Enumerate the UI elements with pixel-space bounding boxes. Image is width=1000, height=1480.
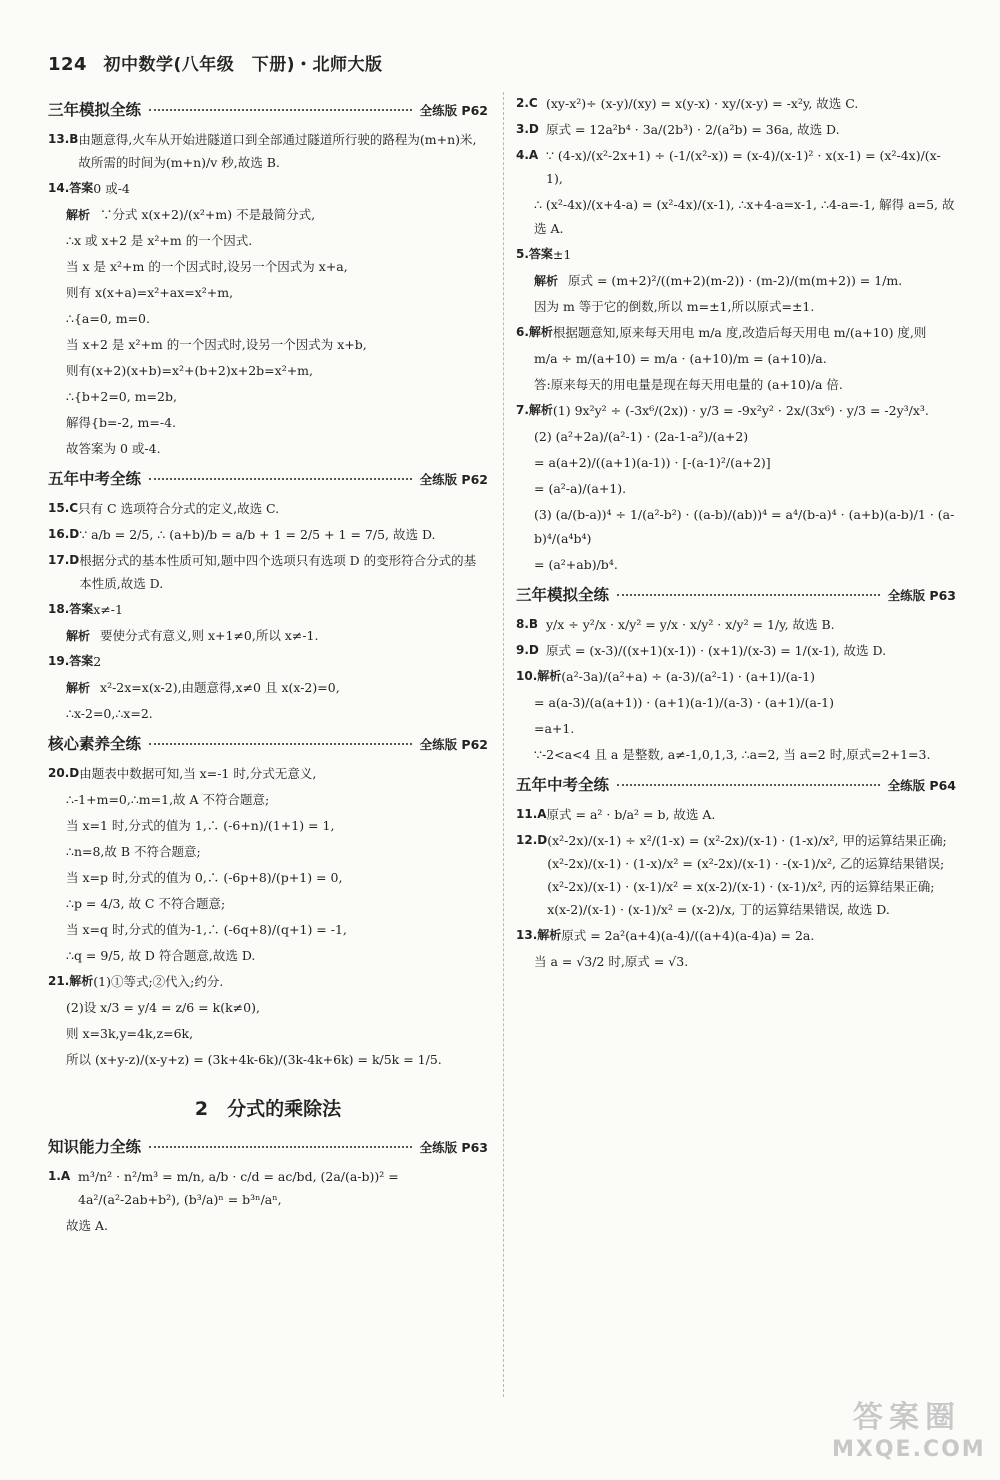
question-number: 3.D	[516, 122, 539, 136]
solution-line	[516, 269, 956, 293]
question-number: 21.解析	[48, 974, 94, 988]
answer-item	[48, 549, 488, 595]
question-number: 10.解析	[516, 669, 562, 683]
solution-line	[48, 676, 488, 700]
section-header	[48, 732, 488, 754]
answer-text: 根据分式的基本性质可知,题中四个选项只有选项 D 的变形符合分式的基本性质,故选 D.	[79, 553, 477, 591]
section-header	[48, 98, 488, 120]
question-number: 13.B	[48, 132, 79, 146]
question-number: 19.答案	[48, 654, 94, 668]
answer-text: 原式 = 2a²(a+4)(a-4)/((a+4)(a-4)a) = 2a.	[561, 928, 815, 943]
solution-line: = (a²+ab)/b⁴.	[534, 557, 618, 572]
solution-line: ∵-2<a<4 且 a 是整数, a≠-1,0,1,3, ∴a=2, 当 a=2 时,原式=2+1=3.	[534, 747, 931, 762]
solution-text: ∵分式 x(x+2)/(x²+m) 不是最简分式,	[100, 207, 316, 222]
answer-item	[48, 762, 488, 785]
solution-line: 所以 (x+y-z)/(x-y+z) = (3k+4k-6k)/(3k-4k+6k) = k/5k = 1/5.	[66, 1052, 442, 1067]
answer-item	[516, 118, 956, 141]
solution-line	[48, 203, 488, 227]
answer-text: 只有 C 选项符合分式的定义,故选 C.	[78, 501, 280, 516]
answer-item	[48, 598, 488, 621]
answer-text: ∵ a/b = 2/5, ∴ (a+b)/b = a/b + 1 = 2/5 + 1 = 7/5, 故选 D.	[79, 527, 436, 542]
solution-line: 解得{b=-2, m=-4.	[66, 415, 177, 430]
watermark	[832, 1398, 986, 1468]
leader-dots	[617, 784, 880, 786]
answer-text: (xy-x²)÷ (x-y)/(xy) = x(y-x) · xy/(x-y) = -x²y, 故选 C.	[546, 96, 859, 111]
question-number: 6.解析	[516, 325, 553, 339]
section-ref: 全练版 P62	[419, 103, 488, 118]
answer-item	[516, 613, 956, 636]
question-number: 17.D	[48, 553, 80, 567]
solution-line: 当 x+2 是 x²+m 的一个因式时,设另一个因式为 x+b,	[66, 337, 367, 352]
section-header	[48, 467, 488, 489]
watermark-site: MXQE.COM	[832, 1437, 986, 1462]
answer-text: m³/n² · n²/m³ = m/n, a/b · c/d = ac/bd, (2a/(a-b))² = 4a²/(a²-2ab+b²), (b³/a)ⁿ = b³ⁿ/aⁿ,	[78, 1169, 399, 1207]
answer-item	[516, 665, 956, 688]
section-header	[48, 1135, 488, 1157]
solution-line: ∴-1+m=0,∴m=1,故 A 不符合题意;	[66, 792, 270, 807]
question-number: 12.D	[516, 833, 548, 847]
question-number: 9.D	[516, 643, 539, 657]
solution-line: ∴p = 4/3, 故 C 不符合题意;	[66, 896, 226, 911]
solution-line: = a(a+2)/((a+1)(a-1)) · [-(a-1)²/(a+2)]	[534, 455, 771, 470]
leader-dots	[149, 743, 412, 745]
solution-line: 故答案为 0 或-4.	[66, 441, 161, 456]
solution-line: ∴n=8,故 B 不符合题意;	[66, 844, 201, 859]
answer-text: 0 或-4	[93, 181, 130, 196]
answer-item	[516, 92, 956, 115]
leader-dots	[149, 109, 412, 111]
solution-line: 当 x=p 时,分式的值为 0,∴ (-6p+8)/(p+1) = 0,	[66, 870, 343, 885]
question-number: 5.答案	[516, 247, 553, 261]
answer-text: ±1	[552, 247, 572, 262]
solution-line: ∴x 或 x+2 是 x²+m 的一个因式.	[66, 233, 253, 248]
question-number: 16.D	[48, 527, 80, 541]
page-number: 124	[48, 54, 88, 75]
leader-dots	[149, 478, 412, 480]
solution-line: = (a²-a)/(a+1).	[534, 481, 627, 496]
answer-item	[516, 243, 956, 266]
solution-line: (3) (a/(b-a))⁴ ÷ 1/(a²-b²) · ((a-b)/(ab))⁴ = a⁴/(b-a)⁴ · (a+b)(a-b)/1 · (a-b)⁴/(a⁴b⁴)	[534, 507, 955, 546]
section-title: 三年模拟全练	[48, 101, 142, 119]
answer-text: 原式 = 12a²b⁴ · 3a/(2b³) · 2/(a²b) = 36a, 故选 D.	[546, 122, 840, 137]
watermark-logo: 答案圈	[853, 1400, 961, 1435]
question-number: 20.D	[48, 766, 80, 780]
question-number: 18.答案	[48, 602, 94, 616]
answer-text: 由题表中数据可知,当 x=-1 时,分式无意义,	[79, 766, 317, 781]
answer-text: (x²-2x)/(x-1) ÷ x²/(1-x) = (x²-2x)/(x-1) · (1-x)/x², 甲的运算结果正确; (x²-2x)/(x-1) · (1-x)/x² = (x²-2x)/(x-1) · -(x-1)/x², 乙的运算结果错误; (x²-2x)/(x-1) · (x-1)/x² = x(x-2)/(x-1) · (x-1)/x², 丙的运算结果正确; x(x-2)/(x-1) · (x-1)/x² = (x-2)/x, 丁的运算结果错误, 故选 D.	[547, 833, 947, 917]
solution-line: 答:原来每天的用电量是现在每天用电量的 (a+10)/a 倍.	[534, 377, 843, 392]
answer-item	[48, 650, 488, 673]
right-column	[516, 92, 956, 976]
solution-line: (2)设 x/3 = y/4 = z/6 = k(k≠0),	[66, 1000, 260, 1015]
answer-text: (a²-3a)/(a²+a) ÷ (a-3)/(a²-1) · (a+1)/(a-1)	[561, 669, 816, 684]
section-ref: 全练版 P62	[419, 472, 488, 487]
solution-line: 则有(x+2)(x+b)=x²+(b+2)x+2b=x²+m,	[66, 363, 314, 378]
solution-line: 当 x=q 时,分式的值为-1,∴ (-6q+8)/(q+1) = -1,	[66, 922, 347, 937]
solution-line: ∴{a=0, m=0.	[66, 311, 150, 326]
solution-line: 当 x=1 时,分式的值为 1,∴ (-6+n)/(1+1) = 1,	[66, 818, 335, 833]
answer-text: ∵ (4-x)/(x²-2x+1) ÷ (-1/(x²-x)) = (x-4)/(x-1)² · x(x-1) = (x²-4x)/(x-1),	[546, 148, 941, 186]
chapter-title: 2 分式的乘除法	[194, 1098, 342, 1120]
analysis-tag: 解析	[66, 681, 91, 695]
page-header	[48, 50, 383, 75]
answer-text: 原式 = a² · b/a² = b, 故选 A.	[546, 807, 716, 822]
solution-line: 因为 m 等于它的倒数,所以 m=±1,所以原式=±1.	[534, 299, 815, 314]
solution-line: 当 x 是 x²+m 的一个因式时,设另一个因式为 x+a,	[66, 259, 348, 274]
answer-item	[516, 144, 956, 190]
analysis-tag: 解析	[66, 208, 91, 222]
answer-item	[48, 177, 488, 200]
answer-item	[516, 829, 956, 921]
section-title: 五年中考全练	[516, 776, 610, 794]
question-number: 4.A	[516, 148, 539, 162]
section-ref: 全练版 P63	[887, 588, 956, 603]
answer-item	[48, 523, 488, 546]
solution-line: ∴{b+2=0, m=2b,	[66, 389, 177, 404]
question-number: 1.A	[48, 1169, 71, 1183]
solution-line	[48, 624, 488, 648]
answer-item	[48, 497, 488, 520]
question-number: 11.A	[516, 807, 547, 821]
solution-line: = a(a-3)/(a(a+1)) · (a+1)(a-1)/(a-3) · (a+1)/(a-1)	[534, 695, 835, 710]
solution-line: ∴ (x²-4x)/(x+4-a) = (x²-4x)/(x-1), ∴x+4-a=x-1, ∴4-a=-1, 解得 a=5, 故选 A.	[534, 197, 955, 236]
section-title: 知识能力全练	[48, 1138, 142, 1156]
analysis-tag: 解析	[534, 274, 559, 288]
answer-text: (1)①等式;②代入;约分.	[93, 974, 224, 989]
solution-line: 故选 A.	[66, 1218, 108, 1233]
section-ref: 全练版 P64	[887, 778, 956, 793]
section-ref: 全练版 P62	[419, 737, 488, 752]
section-title: 核心素养全练	[48, 735, 142, 753]
solution-line: 则有 x(x+a)=x²+ax=x²+m,	[66, 285, 234, 300]
answer-item	[516, 639, 956, 662]
left-column	[48, 92, 488, 1240]
answer-item	[516, 321, 956, 344]
solution-text: x²-2x=x(x-2),由题意得,x≠0 且 x(x-2)=0,	[100, 680, 340, 695]
section-title: 五年中考全练	[48, 470, 142, 488]
question-number: 15.C	[48, 501, 79, 515]
answer-item	[48, 970, 488, 993]
section-header	[516, 583, 956, 605]
question-number: 7.解析	[516, 403, 553, 417]
question-number: 14.答案	[48, 181, 94, 195]
answer-text: 2	[93, 654, 102, 669]
answer-item	[516, 924, 956, 947]
answer-text: 根据题意知,原来每天用电 m/a 度,改造后每天用电 m/(a+10) 度,则	[552, 325, 927, 340]
answer-item	[516, 399, 956, 422]
analysis-tag: 解析	[66, 629, 91, 643]
answer-text: (1) 9x²y² ÷ (-3x⁶/(2x)) · y/3 = -9x²y² · 2x/(3x⁶) · y/3 = -2y³/x³.	[552, 403, 929, 418]
solution-line: (2) (a²+2a)/(a²-1) · (2a-1-a²)/(a+2)	[534, 429, 749, 444]
solution-line: 当 a = √3/2 时,原式 = √3.	[534, 954, 689, 969]
solution-line: =a+1.	[534, 721, 575, 736]
question-number: 13.解析	[516, 928, 562, 942]
solution-line: ∴x-2=0,∴x=2.	[66, 706, 153, 721]
section-title: 三年模拟全练	[516, 586, 610, 604]
answer-text: y/x ÷ y²/x · x/y² = y/x · x/y² · x/y² = 1/y, 故选 B.	[546, 617, 835, 632]
question-number: 8.B	[516, 617, 539, 631]
leader-dots	[617, 594, 880, 596]
section-ref: 全练版 P63	[419, 1140, 488, 1155]
answer-item	[48, 1165, 488, 1211]
book-title: 初中数学(八年级 下册)・北师大版	[103, 55, 383, 75]
solution-line: m/a ÷ m/(a+10) = m/a · (a+10)/m = (a+10)/a.	[534, 351, 827, 366]
leader-dots	[149, 1146, 412, 1148]
solution-text: 原式 = (m+2)²/((m+2)(m-2)) · (m-2)/(m(m+2)) = 1/m.	[568, 273, 903, 288]
answer-item	[48, 128, 488, 174]
answer-text: x≠-1	[93, 602, 123, 617]
answer-text: 由题意得,火车从开始进隧道口到全部通过隧道所行驶的路程为(m+n)米,故所需的时间为(m+n)/v 秒,故选 B.	[78, 132, 477, 170]
answer-item	[516, 803, 956, 826]
solution-text: 要使分式有意义,则 x+1≠0,所以 x≠-1.	[100, 628, 319, 643]
question-number: 2.C	[516, 96, 538, 110]
solution-line: ∴q = 9/5, 故 D 符合题意,故选 D.	[66, 948, 256, 963]
column-divider	[503, 92, 504, 1397]
section-header	[516, 773, 956, 795]
solution-line: 则 x=3k,y=4k,z=6k,	[66, 1026, 194, 1041]
answer-text: 原式 = (x-3)/((x+1)(x-1)) · (x+1)/(x-3) = 1/(x-1), 故选 D.	[546, 643, 887, 658]
